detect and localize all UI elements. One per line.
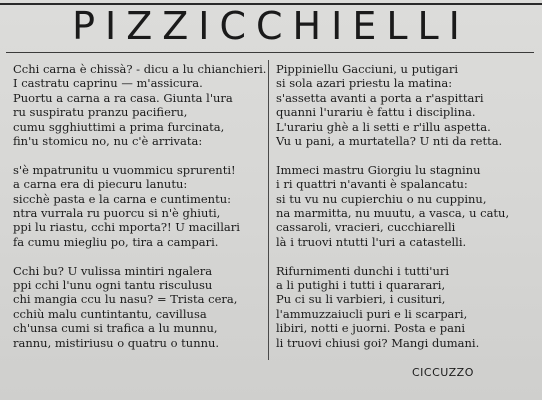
stanza-1 [13,62,268,148]
verse-line: Rifurnimenti dunchi i tutti'uri [276,263,450,278]
verse-line: libiri, notti e juorni. Posta e pani [276,321,466,336]
verse-line: Immeci mastru Giorgiu lu stagninu [276,162,481,177]
verse-line: ru suspiratu pranzu pacifieru, [13,105,188,120]
verse-line: fin'u stomicu no, nu c'è arrivata: [13,134,203,149]
stanza-2 [13,163,268,249]
verse-line: Cchi bu? U vulissa mintiri ngalera [13,263,213,278]
left-column [13,62,268,364]
verse-line: ntra vurrala ru puorcu si n'è ghiuti, [13,206,221,221]
verse-line: I castratu caprinu — m'assicura. [13,76,203,91]
verse-line: fa cumu miegliu po, tira a campari. [13,234,219,249]
verse-line: chi mangia ccu lu nasu? = Trista cera, [13,292,238,307]
author-signature: CICCUZZO [412,366,474,379]
stanza-3 [13,264,268,350]
verse-line: quanni l'urariu è fattu i disciplina. [276,105,476,120]
poem-title: PIZZICCHIELLI [72,4,470,48]
verse-line: l'ammuzzaiucli puri e li scarpari, [276,306,468,321]
verse-line: Pu ci su li varbieri, i cusituri, [276,292,446,307]
verse-line: s'assetta avanti a porta a r'aspittari [276,90,484,105]
verse-line: Puortu a carna a ra casa. Giunta l'ura [13,90,233,105]
verse-line: Pippiniellu Gacciuni, u putigari [276,62,459,76]
verse-line: ch'unsa cumi si trafica a lu munnu, [13,321,218,336]
verse-line: ppi lu riastu, cchi mporta?! U macillari [13,220,240,235]
verse-line: Cchi carna è chissà? - dicu a lu chianchieri. [13,62,267,76]
verse-line: si tu vu nu cupierchiu o nu cuppinu, [276,191,487,206]
stanza-4 [276,62,538,148]
verse-line: a carna era di piecuru lanutu: [13,177,188,192]
verse-line: si sola azari priestu la matina: [276,76,453,91]
verse-line: cumu sgghiuttimi a prima furcinata, [13,119,225,134]
right-column [276,62,538,364]
verse-line: ppi cchi l'unu ogni tantu risculusu [13,278,213,293]
verse-line: cassaroli, vracieri, cucchiarelli [276,220,456,235]
verse-line: L'urariu ghè a li setti e r'illu aspetta. [276,119,491,134]
stanza-6 [276,264,538,350]
verse-line: rannu, mistiriusu o quatru o tunnu. [13,335,220,350]
verse-line: i ri quattri n'avanti è spalancatu: [276,177,468,192]
verse-line: na marmitta, nu muutu, a vasca, u catu, [276,206,510,221]
stanza-5 [276,163,538,249]
title-rule [6,52,534,53]
verse-line: cchiù malu cuntintantu, cavillusa [13,306,207,321]
verse-line: li truovi chiusi goi? Mangi dumani. [276,335,480,350]
column-divider [268,60,269,360]
verse-line: Vu u pani, a murtatella? U nti da retta. [276,134,503,149]
verse-line: a li putighi i tutti i quararari, [276,278,446,293]
verse-line: là i truovi ntutti l'uri a catastelli. [276,234,467,249]
verse-line: sicchè pasta e la carna e cuntimentu: [13,191,231,206]
verse-line: s'è mpatrunitu u vuommicu sprurenti! [13,162,236,177]
